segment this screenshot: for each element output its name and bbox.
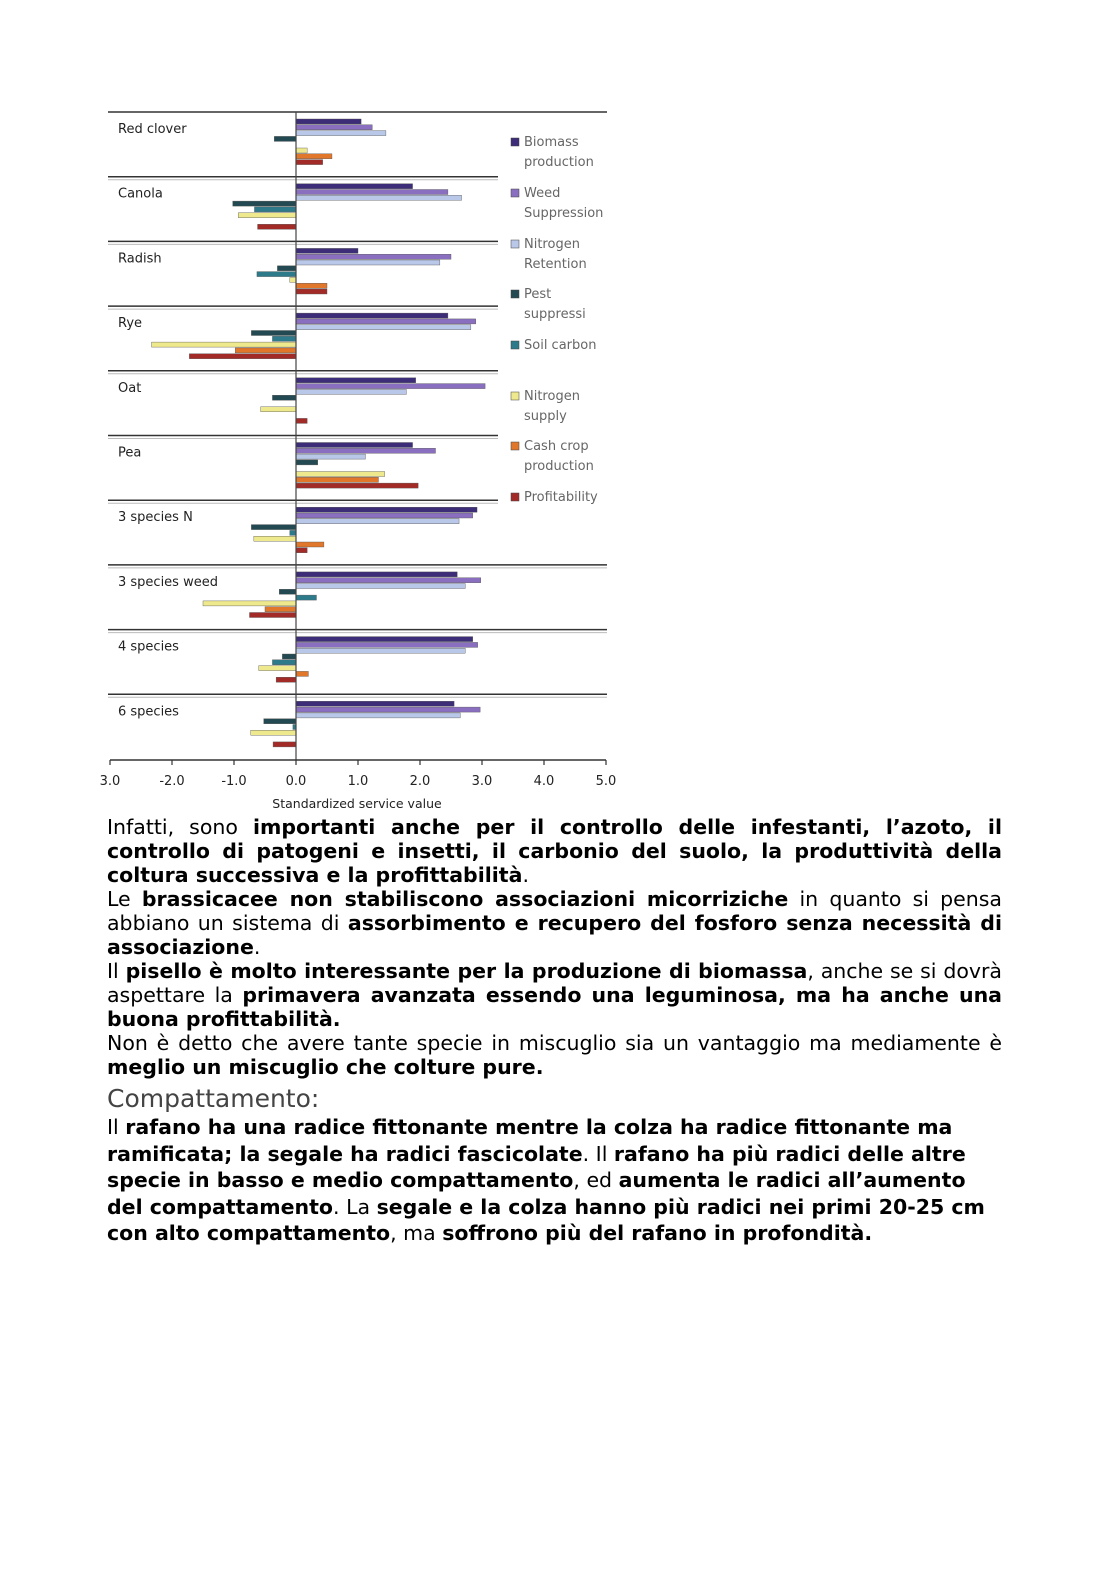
bar xyxy=(296,378,416,383)
x-tick-label: 0.0 xyxy=(285,774,307,789)
legend-swatch xyxy=(511,493,519,501)
bar xyxy=(296,119,361,124)
bold-run: rafano ha più radici delle altre specie in basso e medio compattamento xyxy=(107,1141,966,1192)
paragraph-compaction xyxy=(107,1114,1007,1247)
bar xyxy=(296,319,476,324)
category-label: Rye xyxy=(118,316,143,332)
bold-run: assorbimento e recupero del fosforo senza necessità di associazione xyxy=(107,911,1002,959)
bar xyxy=(189,354,296,359)
bar xyxy=(296,131,386,136)
bar xyxy=(296,184,413,189)
category-label: Radish xyxy=(118,251,162,267)
x-tick-label: 2.0 xyxy=(409,774,431,789)
legend-swatch xyxy=(511,240,519,248)
bar xyxy=(296,477,378,482)
bold-run: aumenta le radici all’aumento del compattamento xyxy=(107,1168,966,1219)
bold-run: importanti anche per il controllo delle infestanti, l’azoto, il controllo di patogeni e insetti, il carbonio del suolo, la produttività della coltura successiva e la profittabilità xyxy=(107,815,1002,887)
legend-label: Nitrogen xyxy=(524,237,580,252)
bar xyxy=(296,648,465,653)
category-label: Pea xyxy=(118,445,142,461)
x-tick-label: -1.0 xyxy=(221,774,247,789)
text-run: Infatti, sono xyxy=(107,815,253,839)
legend-label: production xyxy=(524,459,594,474)
text-run: , anche se si dovrà aspettare la xyxy=(107,959,1002,1007)
bar xyxy=(296,248,358,253)
bar xyxy=(296,148,307,153)
bar xyxy=(251,331,296,336)
paragraph-pea xyxy=(107,959,1002,1031)
text-run: . xyxy=(253,935,261,959)
text-run: Il xyxy=(107,1115,126,1139)
bold-run: pisello è molto interessante per la produzione di biomassa xyxy=(125,959,808,983)
bar xyxy=(296,472,385,477)
text-run: Il xyxy=(107,959,126,983)
bar xyxy=(296,313,448,318)
text-run: , ed xyxy=(573,1168,619,1192)
legend-label: Biomass xyxy=(524,135,579,150)
legend-label: suppressi xyxy=(524,307,586,322)
bar xyxy=(276,677,296,682)
legend-label: Pest xyxy=(524,287,552,302)
legend-label: supply xyxy=(524,409,567,424)
legend-label: Retention xyxy=(524,257,587,272)
bar xyxy=(296,448,436,453)
bar xyxy=(296,642,478,647)
bar xyxy=(296,578,481,583)
bar xyxy=(296,283,327,288)
text-run: . xyxy=(522,863,529,887)
bar xyxy=(259,666,296,671)
bar xyxy=(296,384,485,389)
bar xyxy=(296,572,457,577)
paragraph-brassicaceae xyxy=(107,887,1002,959)
legend-swatch xyxy=(511,138,519,146)
bar xyxy=(257,272,296,277)
bold-run: rafano ha una radice fittonante mentre la colza ha radice fittonante ma ramificata; la segale ha radici fascicolate xyxy=(107,1115,953,1166)
bar xyxy=(296,325,471,330)
bar xyxy=(272,660,296,665)
bar xyxy=(264,719,296,724)
x-tick-label: 1.0 xyxy=(347,774,369,789)
bar xyxy=(261,407,296,412)
bar xyxy=(296,195,462,200)
bold-run: soffrono più del rafano in profondità. xyxy=(442,1221,873,1245)
bold-run: brassicacee non stabiliscono associazioni micorriziche xyxy=(141,887,789,911)
bar xyxy=(272,395,296,400)
bar xyxy=(250,613,297,618)
paragraph-mixtures xyxy=(107,1031,1002,1079)
text-run: . La xyxy=(333,1194,377,1219)
paragraph-benefits xyxy=(107,815,1002,887)
bar xyxy=(235,348,296,353)
bar xyxy=(296,418,307,423)
bar xyxy=(296,671,308,676)
bar xyxy=(296,454,365,459)
category-label: Oat xyxy=(118,380,142,396)
bar xyxy=(296,519,459,524)
bar xyxy=(251,730,296,735)
text-run: . Il xyxy=(582,1141,614,1166)
bar xyxy=(254,207,296,212)
section-heading-compattamento: Compattamento: xyxy=(107,1084,320,1113)
bar xyxy=(203,601,296,606)
legend-label: Cash crop xyxy=(524,439,589,454)
text-run: Non è detto che avere tante specie in miscuglio sia un vantaggio ma mediamente è xyxy=(107,1031,1002,1055)
legend-label: production xyxy=(524,155,594,170)
category-label: 6 species xyxy=(118,704,179,720)
bar xyxy=(296,548,307,553)
bar xyxy=(265,607,296,612)
bar xyxy=(238,213,296,218)
bar xyxy=(296,125,372,130)
bar xyxy=(296,389,406,394)
x-axis-title: Standardized service value xyxy=(272,796,442,811)
bar xyxy=(296,443,413,448)
bar xyxy=(279,589,296,594)
bar xyxy=(296,595,316,600)
text-run: in quanto si pensa abbiano un sistema di xyxy=(107,887,1002,935)
bar xyxy=(296,190,448,195)
bar xyxy=(296,542,324,547)
legend-swatch xyxy=(511,392,519,400)
bar xyxy=(296,513,473,518)
bar xyxy=(282,654,296,659)
bar xyxy=(277,266,296,271)
bar xyxy=(233,201,296,206)
legend-swatch xyxy=(511,290,519,298)
bar xyxy=(258,224,296,229)
legend-swatch xyxy=(511,189,519,197)
text-run: , ma xyxy=(390,1221,443,1245)
x-tick-label: 4.0 xyxy=(533,774,555,789)
bold-run: primavera avanzata essendo una leguminosa, ma ha anche una buona profittabilità. xyxy=(107,983,1003,1031)
bar xyxy=(296,637,473,642)
x-tick-label: 5.0 xyxy=(595,774,617,789)
x-tick-label: -2.0 xyxy=(159,774,185,789)
legend-label: Weed xyxy=(524,186,561,201)
bar xyxy=(296,254,451,259)
category-label: Red clover xyxy=(118,122,187,137)
bar xyxy=(296,507,477,512)
legend-label: Soil carbon xyxy=(524,338,597,353)
x-tick-label: 3.0 xyxy=(471,774,493,789)
category-label: 4 species xyxy=(118,639,179,655)
category-label: 3 species weed xyxy=(118,574,218,590)
legend-swatch xyxy=(511,442,519,450)
x-tick-label: 3.0 xyxy=(100,774,121,789)
bold-run: segale e la colza hanno più radici nei primi 20-25 cm con alto compattamento xyxy=(107,1194,985,1245)
bar xyxy=(296,160,323,165)
service-value-chart xyxy=(100,100,630,815)
bar xyxy=(296,260,440,265)
bold-run: meglio un miscuglio che colture pure. xyxy=(107,1055,544,1079)
bar xyxy=(296,707,480,712)
bar xyxy=(273,742,296,747)
bar xyxy=(296,154,332,159)
legend-label: Suppression xyxy=(524,206,604,221)
category-label: 3 species N xyxy=(118,510,193,526)
bar xyxy=(254,536,296,541)
bar xyxy=(296,483,418,488)
bar xyxy=(290,277,296,282)
category-label: Canola xyxy=(118,186,163,202)
bar xyxy=(290,530,296,535)
bar xyxy=(296,701,454,706)
bar xyxy=(296,584,465,589)
bar xyxy=(296,289,327,294)
bar xyxy=(296,460,318,465)
legend-label: Nitrogen xyxy=(524,389,580,404)
bar xyxy=(274,136,296,141)
bar xyxy=(251,525,296,530)
bar xyxy=(296,713,460,718)
bar xyxy=(152,342,296,347)
text-run: Le xyxy=(107,887,142,911)
bar xyxy=(272,336,296,341)
legend-swatch xyxy=(511,341,519,349)
legend-label: Profitability xyxy=(524,490,598,505)
